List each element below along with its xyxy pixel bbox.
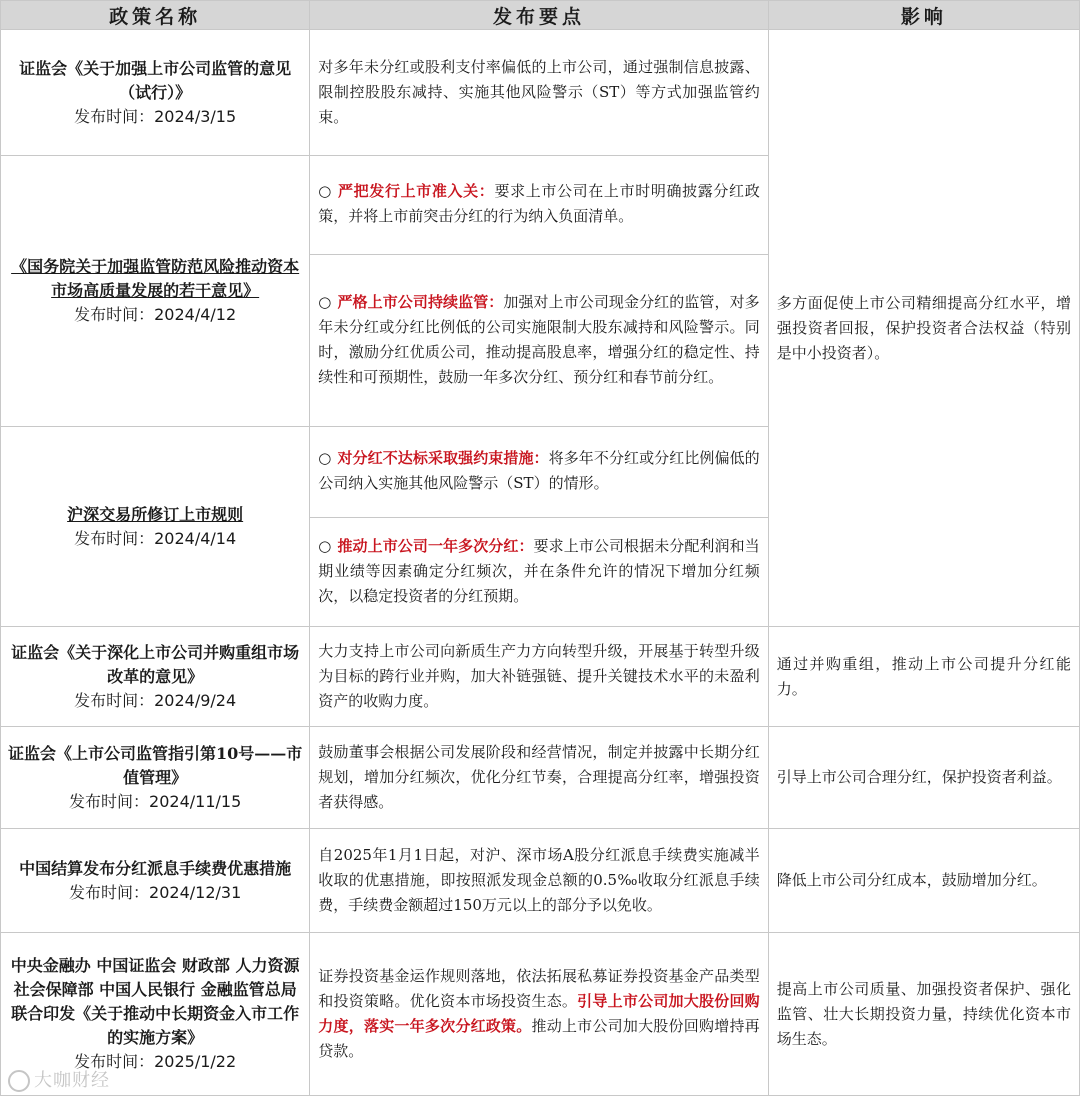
header-policy-name: 政策名称 — [1, 1, 310, 30]
date-label: 发布时间： — [69, 882, 150, 902]
circle-bullet-icon: ○ — [318, 182, 333, 200]
watermark-text: 大咖财经 — [34, 1070, 110, 1091]
policy-cell — [1, 627, 310, 727]
points-cell — [310, 156, 768, 427]
point-text: 将多年不分红或分红比例偏低的公司纳入实施其他风险警示（ST）的情形。 — [318, 449, 760, 492]
table-row — [1, 30, 1080, 156]
table-row — [1, 627, 1080, 727]
date-label: 发布时间： — [74, 690, 155, 710]
policy-date — [1, 527, 309, 551]
watermark — [8, 1066, 110, 1092]
date-value: 2024/11/15 — [149, 791, 242, 811]
date-value: 2024/4/14 — [154, 528, 237, 548]
policy-date — [1, 790, 309, 814]
policy-cell — [1, 30, 310, 156]
policy-date — [1, 105, 309, 129]
date-value: 2024/3/15 — [154, 106, 237, 126]
points-text: 鼓励董事会根据公司发展阶段和经营情况，制定并披露中长期分红规划，增加分红频次，优化分红节奏，合理提高分红率，增强投资者获得感。 — [318, 743, 760, 811]
policy-date — [1, 689, 309, 713]
point-text: 要求上市公司根据未分配利润和当期业绩等因素确定分红频次，并在条件允许的情况下增加分红频次，以稳定投资者的分红预期。 — [318, 536, 760, 605]
impact-cell — [768, 933, 1079, 1096]
circle-bullet-icon: ○ — [318, 536, 332, 555]
table-row — [1, 829, 1080, 933]
point-title: 严把发行上市准入关： — [338, 182, 495, 200]
date-label: 发布时间： — [74, 106, 155, 126]
points-cell — [310, 933, 768, 1096]
impact-text: 引导上市公司合理分红，保护投资者利益。 — [776, 768, 1062, 786]
point-item — [310, 427, 767, 517]
points-cell — [310, 829, 768, 933]
policy-name: 证监会《关于加强上市公司监管的意见（试行）》 — [19, 58, 292, 102]
policy-name: 中央金融办 中国证监会 财政部 人力资源社会保障部 中国人民银行 金融监管总局联合印发《关于推动中长期资金入市工作的实施方案》 — [10, 956, 300, 1047]
points-cell — [310, 727, 768, 829]
table-row — [1, 727, 1080, 829]
watermark-logo-icon — [8, 1070, 30, 1092]
points-text-a: 证券投资基金运作规则落地，依法拓展私募证券投资基金产品类型和投资策略。优化资本市场投资生态。 — [318, 967, 760, 1010]
policy-name: 《国务院关于加强监管防范风险推动资本市场高质量发展的若干意见》 — [11, 257, 300, 300]
point-title: 对分红不达标采取强约束措施： — [337, 449, 549, 467]
circle-bullet-icon: ○ — [318, 292, 332, 311]
policy-cell — [1, 829, 310, 933]
points-cell — [310, 30, 768, 156]
points-cell — [310, 627, 768, 727]
point-item — [310, 156, 767, 254]
point-text: 加强对上市公司现金分红的监管，对多年未分红或分红比例低的公司实施限制大股东减持和风险警示。同时，激励分红优质公司，推动提高股息率，增强分红的稳定性、持续性和可预期性，鼓励一年多次分红、预分红和春节前分红。 — [318, 292, 760, 386]
impact-text: 降低上市公司分红成本，鼓励增加分红。 — [776, 871, 1047, 889]
points-text: 对多年未分红或股利支付率偏低的上市公司，通过强制信息披露、限制控股股东减持、实施其他风险警示（ST）等方式加强监管约束。 — [318, 58, 760, 126]
policy-cell — [1, 727, 310, 829]
date-value: 2024/9/24 — [154, 690, 237, 710]
impact-cell — [768, 829, 1079, 933]
policy-date — [1, 303, 309, 327]
policy-name: 中国结算发布分红派息手续费优惠措施 — [19, 858, 292, 878]
date-value: 2024/4/12 — [154, 305, 237, 324]
points-cell — [310, 427, 768, 627]
point-item — [310, 254, 767, 426]
point-title: 推动上市公司一年多次分红： — [337, 536, 534, 555]
policy-name: 证监会《关于深化上市公司并购重组市场改革的意见》 — [11, 642, 300, 686]
points-text: 自2025年1月1日起，对沪、深市场A股分红派息手续费实施减半收取的优惠措施，即按照派发现金总额的0.5‰收取分红派息手续费，手续费金额超过150万元以上的部分予以免收。 — [318, 846, 760, 914]
points-text — [310, 960, 767, 1068]
impact-cell — [768, 727, 1079, 829]
point-item — [310, 517, 767, 626]
policy-cell — [1, 427, 310, 627]
merged-impact-cell — [768, 30, 1079, 627]
circle-bullet-icon: ○ — [318, 449, 332, 467]
impact-text: 通过并购重组，推动上市公司提升分红能力。 — [776, 654, 1071, 698]
policy-name: 沪深交易所修订上市规则 — [67, 504, 244, 524]
policy-cell — [1, 156, 310, 427]
date-label: 发布时间： — [74, 1052, 155, 1071]
policy-date — [1, 881, 309, 905]
impact-text: 提高上市公司质量、加强投资者保护、强化监管、壮大长期投资力量，持续优化资本市场生态。 — [776, 979, 1071, 1048]
policy-name: 证监会《上市公司监管指引第10号——市值管理》 — [8, 743, 303, 787]
date-label: 发布时间： — [74, 305, 155, 324]
table-row — [1, 933, 1080, 1096]
points-text: 大力支持上市公司向新质生产力方向转型升级，开展基于转型升级为目标的跨行业并购，加大补链强链、提升关键技术水平的未盈利资产的收购力度。 — [318, 642, 760, 710]
point-title: 严格上市公司持续监管： — [337, 292, 504, 311]
header-release-points: 发布要点 — [310, 1, 768, 30]
date-label: 发布时间： — [74, 528, 155, 548]
points-text-b: 推动上市公司加大股份回购增持再贷款。 — [318, 1017, 760, 1060]
date-value: 2024/12/31 — [149, 882, 242, 902]
points-text-highlight: 引导上市公司加大股份回购力度，落实一年多次分红政策。 — [318, 992, 760, 1035]
point-text: 要求上市公司在上市时明确披露分红政策，并将上市前突击分红的行为纳入负面清单。 — [318, 182, 760, 225]
impact-cell — [768, 627, 1079, 727]
date-label: 发布时间： — [69, 791, 150, 811]
header-impact: 影响 — [768, 1, 1079, 30]
date-value: 2025/1/22 — [154, 1052, 237, 1071]
impact-text: 多方面促使上市公司精细提高分红水平，增强投资者回报，保护投资者合法权益（特别是中小投资者）。 — [776, 293, 1071, 362]
header-row — [1, 1, 1080, 30]
